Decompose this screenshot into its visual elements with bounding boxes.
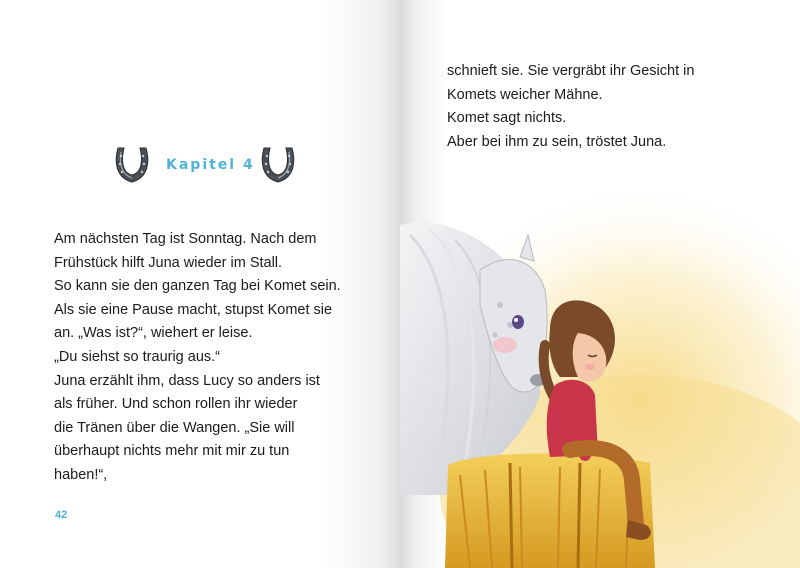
horseshoe-icon xyxy=(258,142,298,186)
left-paragraph xyxy=(54,228,374,488)
text-line: als früher. Und schon rollen ihr wieder xyxy=(54,396,298,413)
text-line: schnieft sie. Sie vergräbt ihr Gesicht in xyxy=(447,63,695,79)
text-line: Komets weicher Mähne. xyxy=(447,86,603,103)
right-paragraph xyxy=(447,60,767,154)
text-line: überhaupt nichts mehr mit mir zu tun xyxy=(54,443,290,460)
text-line: haben!“, xyxy=(54,466,108,483)
text-line: an. „Was ist?“, wiehert er leise. xyxy=(54,325,253,342)
text-line: Als sie eine Pause macht, stupst Komet sie xyxy=(54,301,333,318)
text-line: So kann sie den ganzen Tag bei Komet sein. xyxy=(54,278,341,295)
text-line: Juna erzählt ihm, dass Lucy so anders ist xyxy=(54,372,320,389)
text-line: Frühstück hilft Juna wieder im Stall. xyxy=(54,254,283,271)
page-number: 42 xyxy=(55,509,68,521)
right-page xyxy=(400,0,800,568)
text-line: Am nächsten Tag ist Sonntag. Nach dem xyxy=(54,231,317,247)
text-line: Aber bei ihm zu sein, tröstet Juna. xyxy=(447,133,667,150)
horseshoe-icon xyxy=(112,142,152,186)
chapter-heading xyxy=(112,140,302,190)
chapter-title: Kapitel 4 xyxy=(166,157,255,173)
text-line: „Du siehst so traurig aus.“ xyxy=(54,348,221,365)
text-line: Komet sagt nichts. xyxy=(447,110,567,127)
text-line: die Tränen über die Wangen. „Sie will xyxy=(54,419,295,436)
horse-and-girl-illustration xyxy=(400,195,800,568)
horse-eye xyxy=(512,315,524,329)
